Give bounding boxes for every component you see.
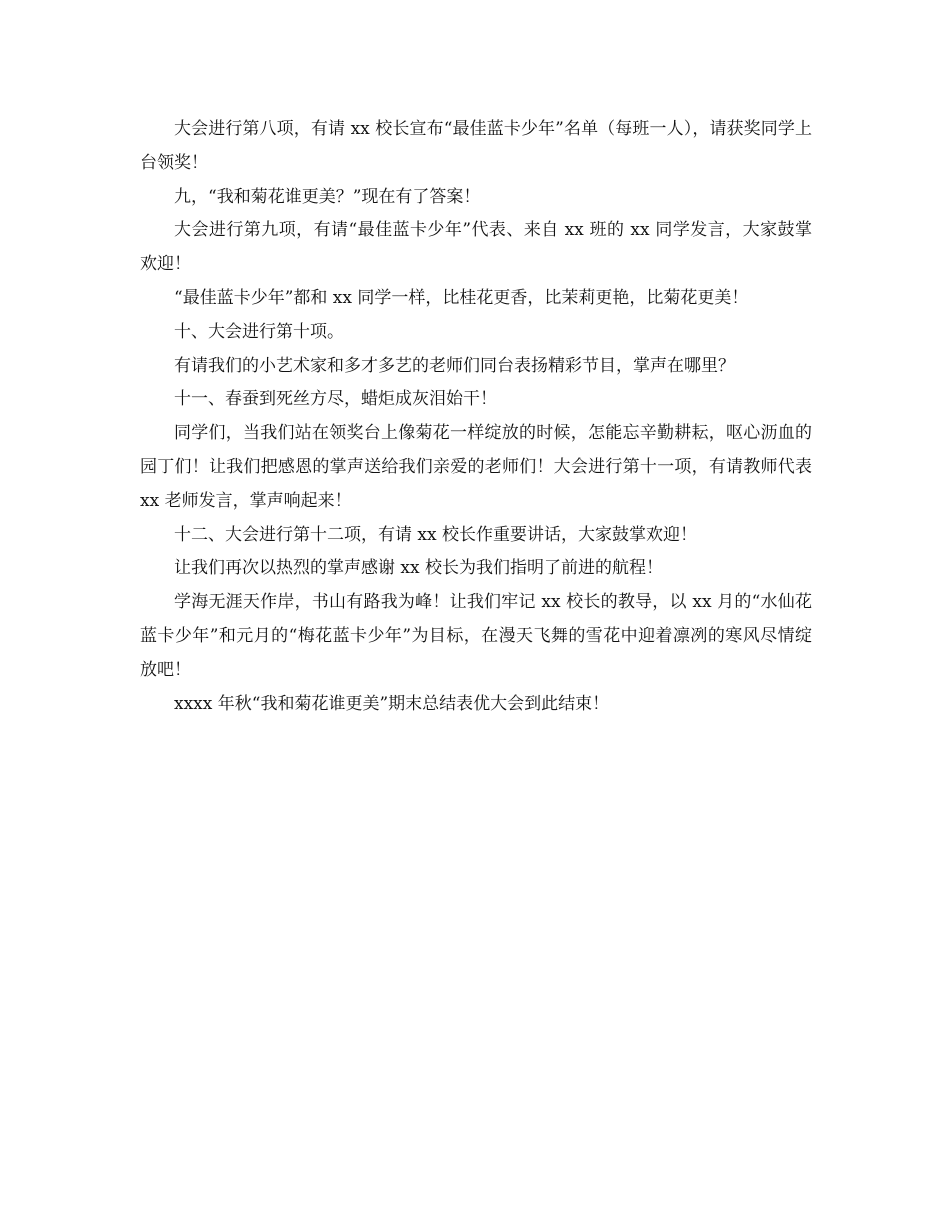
paragraph-blue-card-praise: “最佳蓝卡少年”都和 xx 同学一样，比桂花更香，比茉莉更艳，比菊花更美！	[174, 287, 749, 308]
paragraph-section-9-heading: 九，“我和菊花谁更美？”现在有了答案！	[174, 186, 481, 207]
paragraph-item-8-award: 大会进行第八项，有请 xx 校长宣布“最佳蓝卡少年”名单（每班一人），请获奖同学上台领奖！	[140, 119, 812, 173]
paragraph-closing-statement: xxxx 年秋“我和菊花谁更美”期末总结表优大会到此结束！	[174, 693, 610, 714]
paragraph-item-9-speech: 大会进行第九项，有请“最佳蓝卡少年”代表、来自 xx 班的 xx 同学发言，大家鼓掌欢迎！	[140, 220, 812, 275]
paragraph-teacher-thanks: 同学们，当我们站在领奖台上像菊花一样绽放的时候，怎能忘辛勤耕耘，呕心沥血的园丁们！让我们把感恩的掌声送给我们亲爱的老师们！大会进行第十一项，有请教师代表 xx 老师发言，掌声响起来！	[140, 423, 812, 511]
paragraph-performance: 有请我们的小艺术家和多才多艺的老师们同台表扬精彩节目，掌声在哪里？	[174, 355, 735, 376]
paragraph-section-11-heading: 十一、春蚕到死丝方尽，蜡炬成灰泪始干！	[174, 389, 497, 410]
paragraph-principal-thanks: 让我们再次以热烈的掌声感谢 xx 校长为我们指明了前进的航程！	[174, 558, 663, 579]
paragraph-section-10-heading: 十、大会进行第十项。	[174, 321, 344, 342]
paragraph-section-12-heading: 十二、大会进行第十二项，有请 xx 校长作重要讲话，大家鼓掌欢迎！	[174, 524, 697, 545]
paragraph-closing-encouragement: 学海无涯天作岸，书山有路我为峰！让我们牢记 xx 校长的教导，以 xx 月的“水仙花蓝卡少年”和元月的“梅花蓝卡少年”为目标，在漫天飞舞的雪花中迎着凛冽的寒风尽情绽放吧！	[140, 592, 812, 680]
document-body	[140, 113, 812, 721]
